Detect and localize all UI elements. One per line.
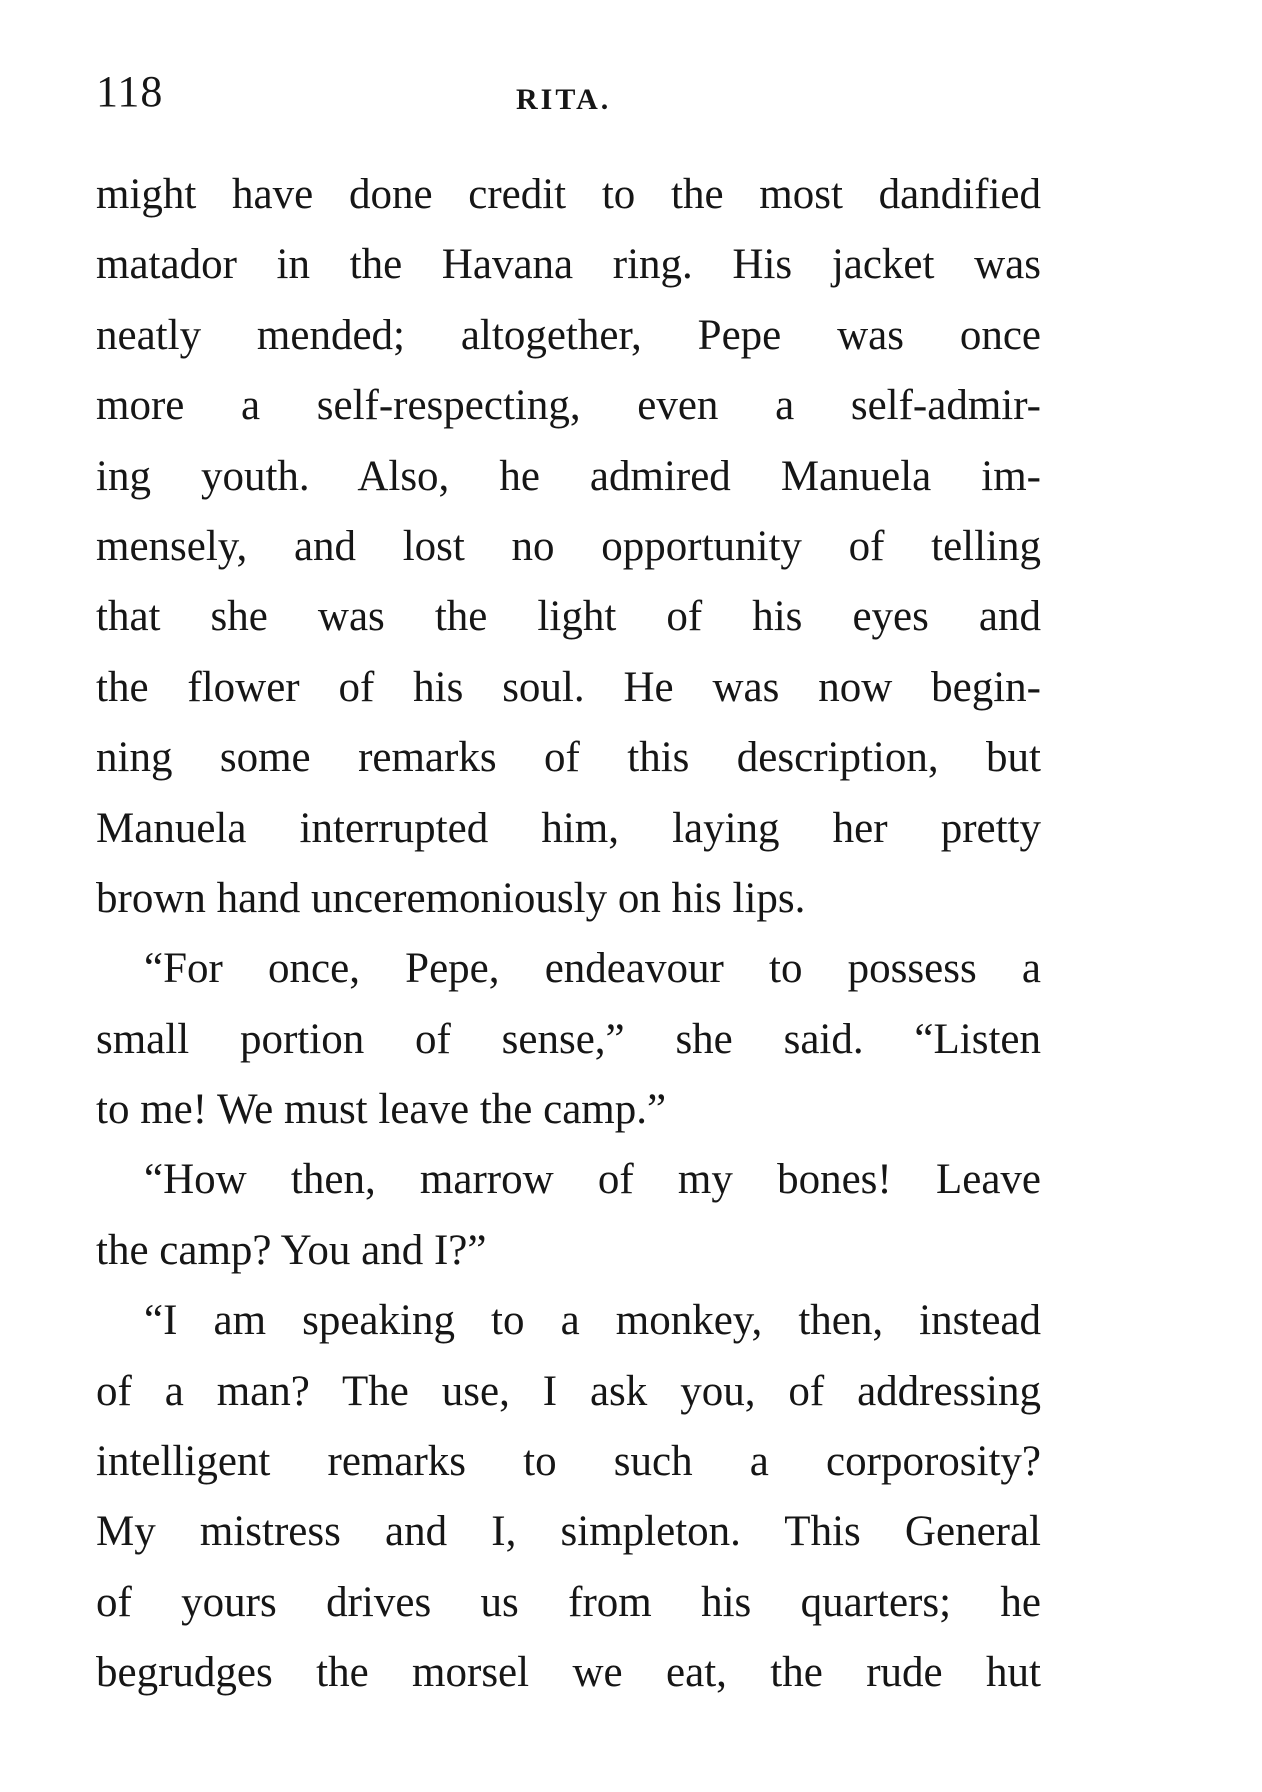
text-line: that she was the light of his eyes and — [96, 593, 1041, 641]
body-text — [96, 160, 1041, 1709]
text-line: “How then, marrow of my bones! Leave — [144, 1156, 1041, 1204]
running-title: RITA. — [516, 83, 612, 116]
text-line: “For once, Pepe, endeavour to possess a — [144, 945, 1041, 993]
text-line: intelligent remarks to such a corporosity? — [96, 1438, 1041, 1486]
text-line: begrudges the morsel we eat, the rude hut — [96, 1649, 1041, 1697]
page-header — [96, 62, 1041, 122]
text-line: more a self-respecting, even a self-admir- — [96, 382, 1041, 430]
text-line: ning some remarks of this description, but — [96, 734, 1041, 782]
text-line: Manuela interrupted him, laying her pretty — [96, 804, 1041, 852]
text-line: “I am speaking to a monkey, then, instead — [144, 1297, 1041, 1345]
text-line: might have done credit to the most dandified — [96, 171, 1041, 218]
text-line: ing youth. Also, he admired Manuela im- — [96, 452, 1041, 500]
text-line: the flower of his soul. He was now begin- — [96, 663, 1041, 711]
text-line: My mistress and I, simpleton. This General — [96, 1508, 1041, 1556]
text-line: brown hand unceremoniously on his lips. — [96, 874, 806, 922]
text-line: small portion of sense,” she said. “Listen — [96, 1015, 1041, 1063]
text-line: matador in the Havana ring. His jacket was — [96, 241, 1041, 289]
page-number: 118 — [96, 67, 164, 116]
text-line: mensely, and lost no opportunity of telling — [96, 522, 1041, 570]
text-line: of a man? The use, I ask you, of addressing — [96, 1367, 1041, 1415]
text-line: the camp? You and I?” — [96, 1226, 487, 1274]
text-line: to me! We must leave the camp.” — [96, 1086, 667, 1134]
text-line: of yours drives us from his quarters; he — [96, 1578, 1041, 1626]
text-line: neatly mended; altogether, Pepe was once — [96, 311, 1041, 359]
